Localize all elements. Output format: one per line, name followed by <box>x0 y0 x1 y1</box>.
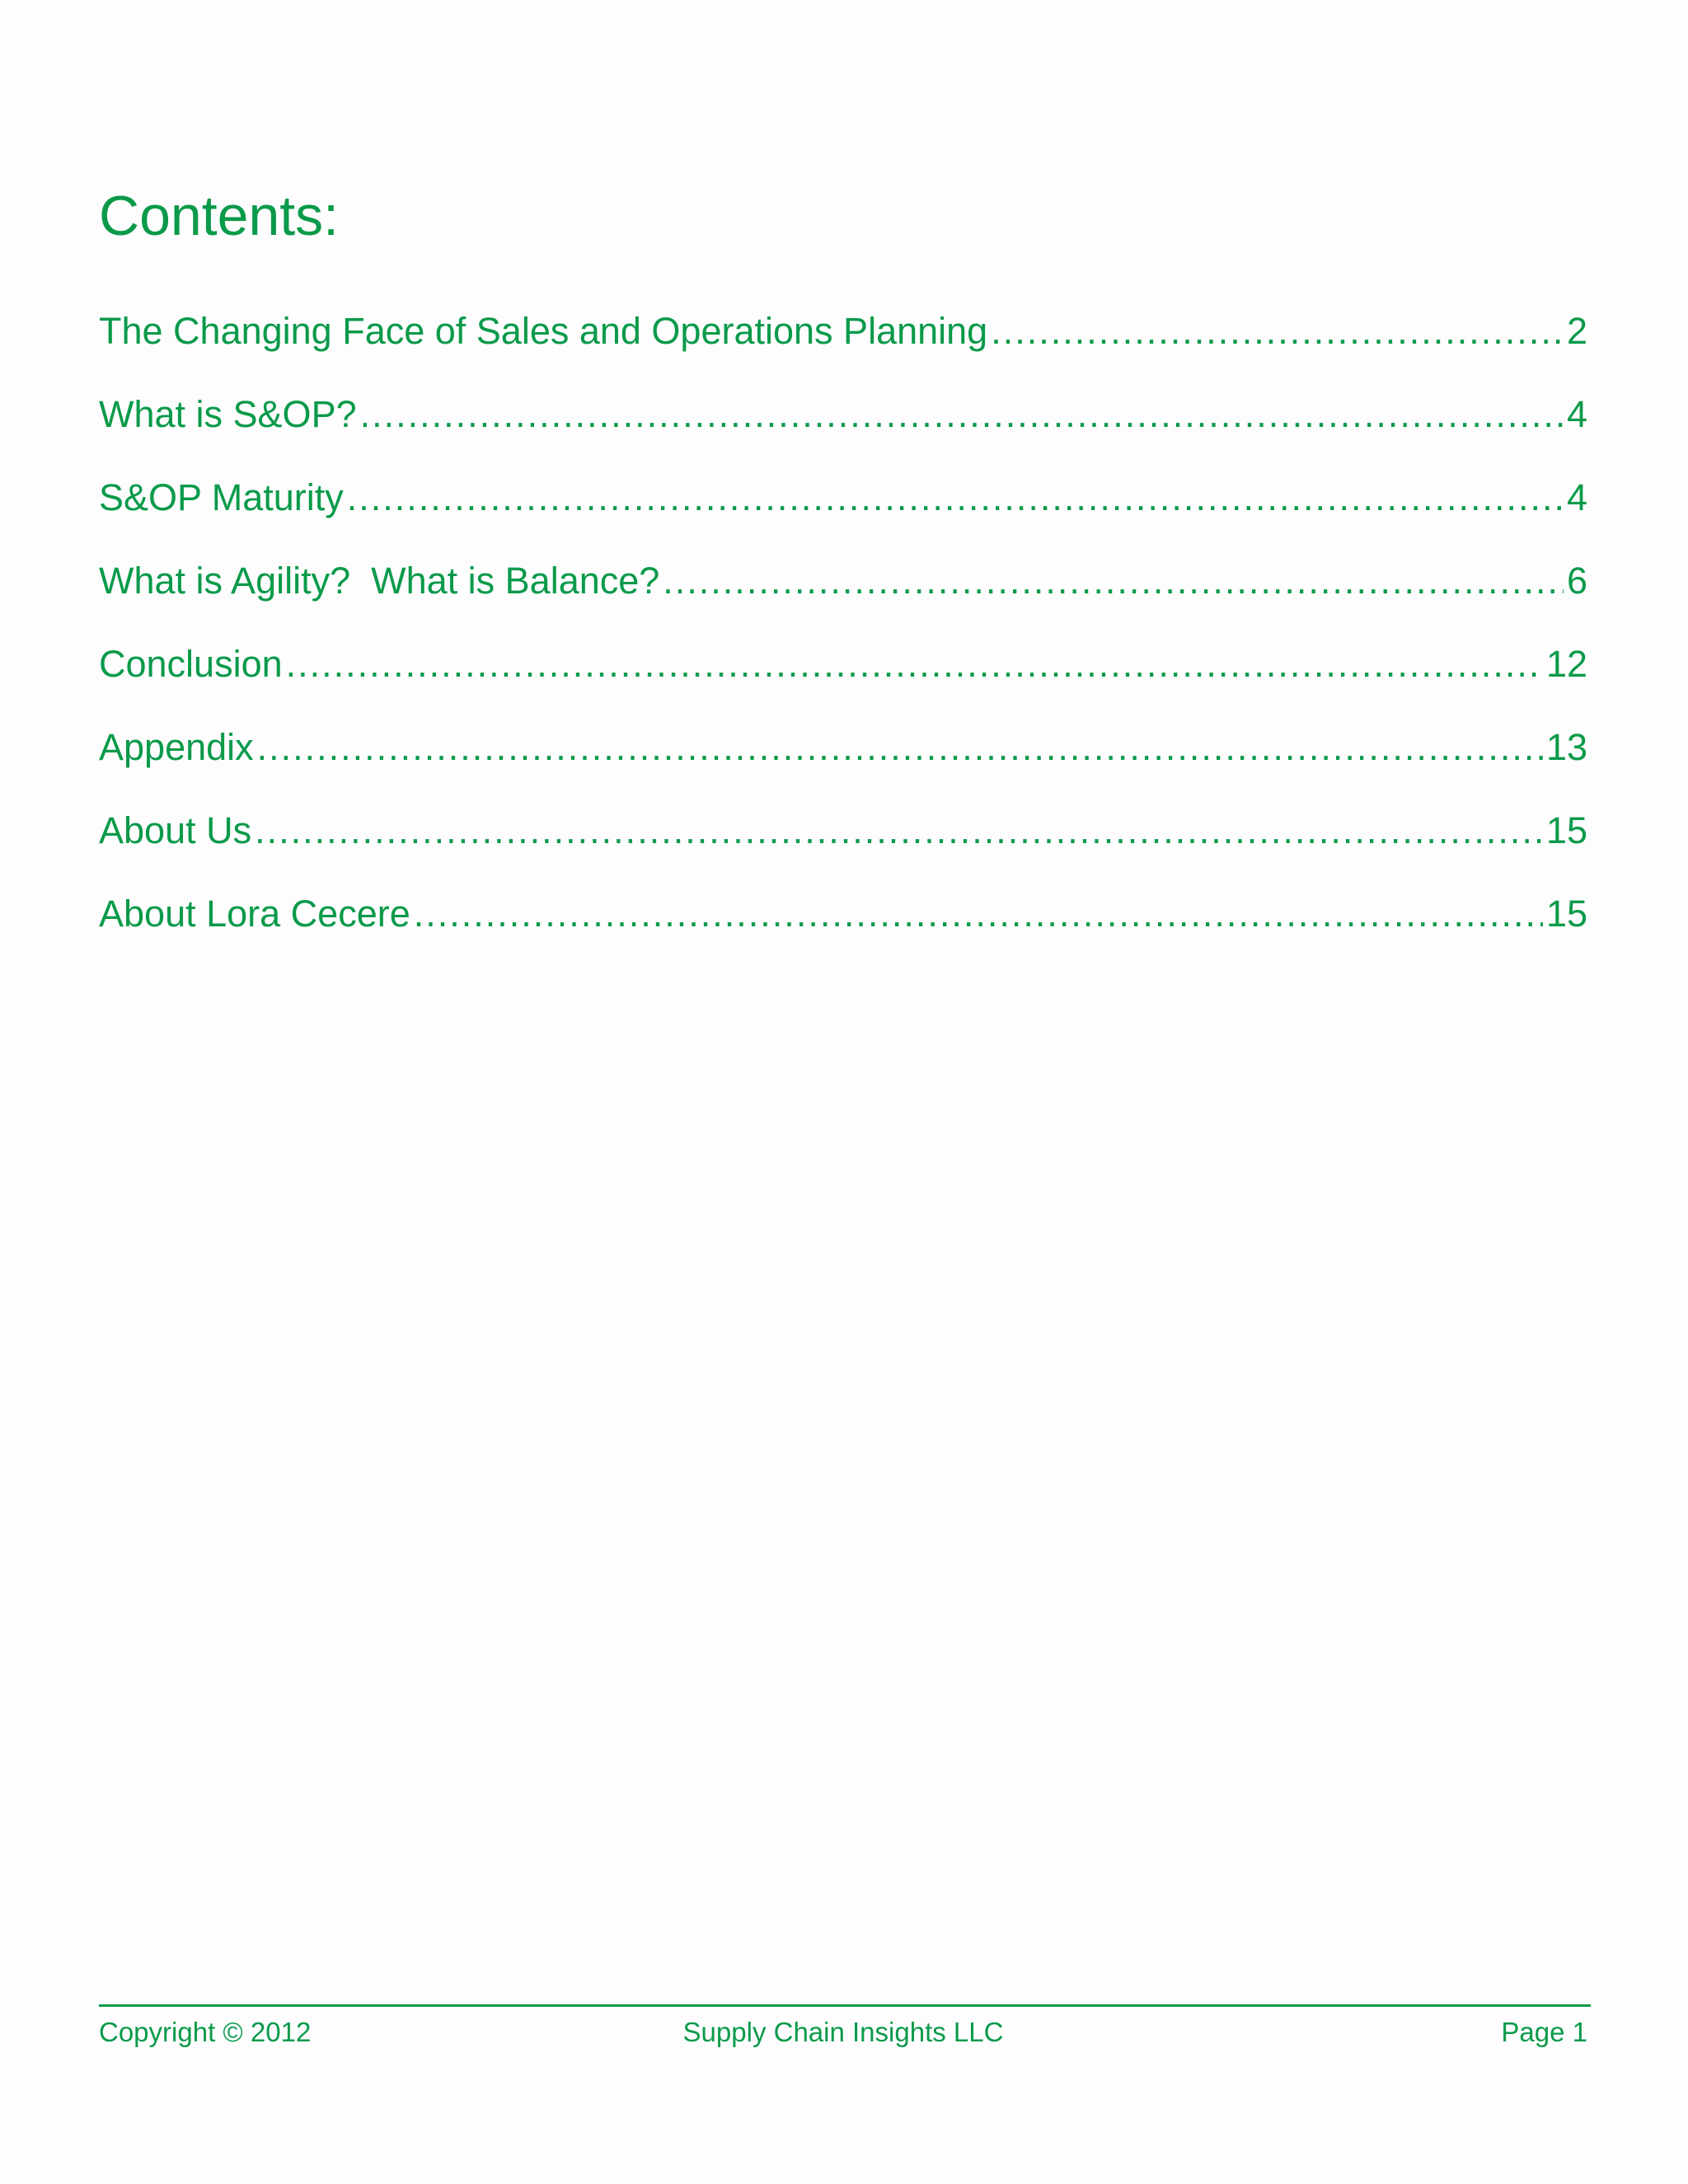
dot-leader <box>255 806 1543 855</box>
toc-entry-about-lora-cecere[interactable] <box>99 889 1587 972</box>
toc-entry-page: 2 <box>1566 310 1587 352</box>
toc-entry-title: About Us <box>99 809 252 851</box>
toc-entry-appendix[interactable] <box>99 723 1587 806</box>
toc-entry-changing-face[interactable] <box>99 307 1587 390</box>
footer-divider <box>99 2004 1591 2007</box>
toc-entry-title: Appendix <box>99 726 254 768</box>
toc-entry-page: 4 <box>1566 393 1587 435</box>
toc-entry-page: 13 <box>1545 726 1587 768</box>
toc-entry-page: 12 <box>1545 643 1587 685</box>
toc-entry-about-us[interactable] <box>99 806 1587 889</box>
toc-entry-agility-balance[interactable] <box>99 556 1587 640</box>
toc-entry-sop-maturity[interactable] <box>99 473 1587 556</box>
table-of-contents <box>99 307 1587 972</box>
page-footer <box>99 2014 1587 2055</box>
toc-entry-page: 6 <box>1566 560 1587 602</box>
toc-entry-title: Conclusion <box>99 643 283 685</box>
footer-copyright: Copyright © 2012 <box>99 2017 312 2047</box>
toc-entry-page: 15 <box>1545 809 1587 851</box>
dot-leader <box>347 473 1564 523</box>
contents-heading: Contents: <box>99 185 340 247</box>
toc-entry-conclusion[interactable] <box>99 640 1587 723</box>
toc-entry-page: 4 <box>1566 476 1587 518</box>
toc-entry-title: About Lora Cecere <box>99 893 410 935</box>
dot-leader <box>257 723 1543 772</box>
dot-leader <box>360 390 1564 439</box>
footer-page-number: Page 1 <box>1501 2017 1587 2047</box>
toc-entry-title: The Changing Face of Sales and Operations Planning <box>99 310 988 352</box>
dot-leader <box>286 640 1543 689</box>
dot-leader <box>991 307 1564 356</box>
toc-entry-title: What is S&OP? <box>99 393 357 435</box>
toc-entry-title: What is Agility? What is Balance? <box>99 560 660 602</box>
toc-entry-what-is-sop[interactable] <box>99 390 1587 473</box>
toc-entry-title: S&OP Maturity <box>99 476 344 518</box>
dot-leader <box>414 889 1543 939</box>
footer-company: Supply Chain Insights LLC <box>682 2017 1004 2047</box>
toc-entry-page: 15 <box>1545 893 1587 935</box>
dot-leader <box>663 556 1564 606</box>
